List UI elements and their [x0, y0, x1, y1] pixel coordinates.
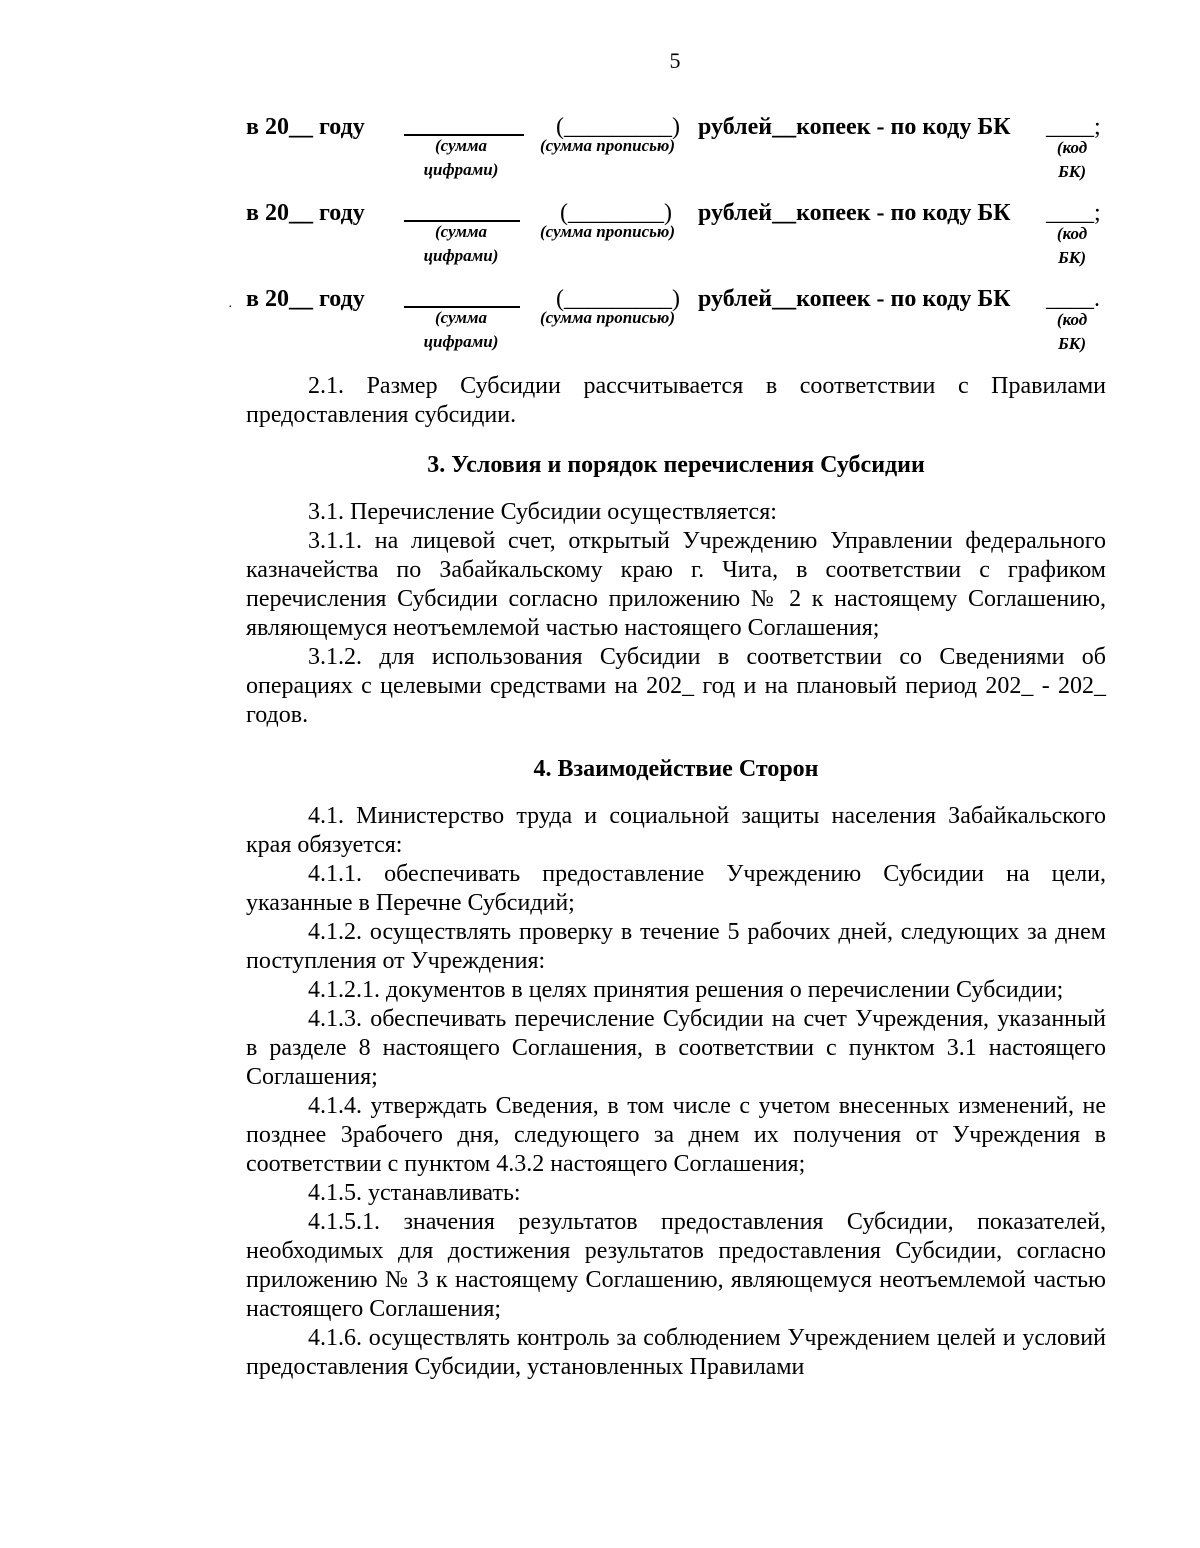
kbk-end-mark: . — [1094, 286, 1100, 312]
caption-sum-digits: (сумма цифрами) — [423, 308, 499, 351]
payment-year: в 20__ году — [246, 200, 365, 226]
payment-row — [246, 114, 1106, 194]
rubles-text: рублей__копеек - по коду БК — [698, 114, 1011, 140]
paragraph-2-1: 2.1. Размер Субсидии рассчитывается в соответствии с Правилами предоставления субсидии. — [246, 373, 1106, 428]
paragraph-4-1-6: 4.1.6. осуществлять контроль за соблюдением Учреждением целей и условий предоставления Субсидии, установленных Правилами — [246, 1325, 1106, 1380]
caption-kbk: (код БК) — [1056, 224, 1088, 267]
paragraph-4-1: 4.1. Министерство труда и социальной защиты населения Забайкальского края обязуется: — [246, 803, 1106, 858]
sum-words-blank: (_________) — [556, 114, 680, 140]
kbk-end-mark: ; — [1094, 200, 1101, 226]
caption-sum-words: (сумма прописью) — [540, 308, 676, 327]
scan-dot: · — [228, 300, 233, 315]
section-4-body — [246, 802, 1106, 1382]
paragraph-4-1-3: 4.1.3. обеспечивать перечисление Субсидии на счет Учреждения, указанный в разделе 8 настоящего Соглашения, в соответствии с пунктом 3.1 настоящего Соглашения; — [246, 1006, 1106, 1090]
rubles-text: рублей__копеек - по коду БК — [698, 200, 1011, 226]
paragraph-4-1-5: 4.1.5. устанавливать: — [308, 1180, 521, 1206]
caption-sum-digits: (сумма цифрами) — [423, 222, 499, 265]
kbk-underline: ____ — [1046, 114, 1094, 140]
caption-kbk: (код БК) — [1056, 310, 1088, 353]
paragraph-4-1-4: 4.1.4. утверждать Сведения, в том числе с учетом внесенных изменений, не позднее 3рабочего дня, следующего за днем их получения от Учреждения в соответствии с пунктом 4.3.2 настоящего Соглашения; — [246, 1093, 1106, 1177]
caption-sum-words: (сумма прописью) — [540, 136, 676, 155]
paragraph-4-1-5-1: 4.1.5.1. значения результатов предоставления Субсидии, показателей, необходимых для достижения результатов предоставления Субсидии, согласно приложению № 3 к настоящему Соглашению, являющемуся неотъемлемой частью настоящего Соглашения; — [246, 1209, 1106, 1322]
kbk-end-mark: ; — [1094, 114, 1101, 140]
section-4-heading: 4. Взаимодействие Сторон — [533, 756, 819, 782]
caption-sum-words: (сумма прописью) — [540, 222, 676, 241]
paragraph-3-1-2: 3.1.2. для использования Субсидии в соответствии со Сведениями об операциях с целевыми средствами на 202_ год и на плановый период 202_ - 202_ годов. — [246, 644, 1106, 728]
caption-sum-digits: (сумма цифрами) — [423, 136, 499, 179]
payment-year: в 20__ году — [246, 286, 365, 312]
payment-row — [246, 286, 1106, 366]
payment-year: в 20__ году — [246, 114, 365, 140]
kbk-underline: ____ — [1046, 200, 1094, 226]
payment-row — [246, 200, 1106, 280]
sum-words-blank: (_________) — [556, 286, 680, 312]
section-2-body — [246, 372, 1106, 430]
caption-kbk: (код БК) — [1056, 138, 1088, 181]
paragraph-3-1-1: 3.1.1. на лицевой счет, открытый Учреждению Управлении федерального казначейства по Забайкальскому краю г. Чита, в соответствии с графиком перечисления Субсидии согласно приложению № 2 к настоящему Соглашению, являющемуся неотъемлемой частью настоящего Соглашения; — [246, 528, 1106, 641]
section-3-heading: 3. Условия и порядок перечисления Субсидии — [427, 452, 925, 478]
sum-words-blank: (________) — [560, 200, 672, 226]
paragraph-4-1-1: 4.1.1. обеспечивать предоставление Учреждению Субсидии на цели, указанные в Перечне Субсидий; — [246, 861, 1106, 916]
rubles-text: рублей__копеек - по коду БК — [698, 286, 1011, 312]
paragraph-4-1-2-1: 4.1.2.1. документов в целях принятия решения о перечислении Субсидии; — [308, 977, 1064, 1003]
paragraph-3-1: 3.1. Перечисление Субсидии осуществляется: — [308, 499, 777, 525]
section-3-body — [246, 498, 1106, 730]
page-number: 5 — [669, 48, 681, 73]
paragraph-4-1-2: 4.1.2. осуществлять проверку в течение 5 рабочих дней, следующих за днем поступления от Учреждения: — [246, 919, 1106, 974]
kbk-underline: ____ — [1046, 286, 1094, 312]
